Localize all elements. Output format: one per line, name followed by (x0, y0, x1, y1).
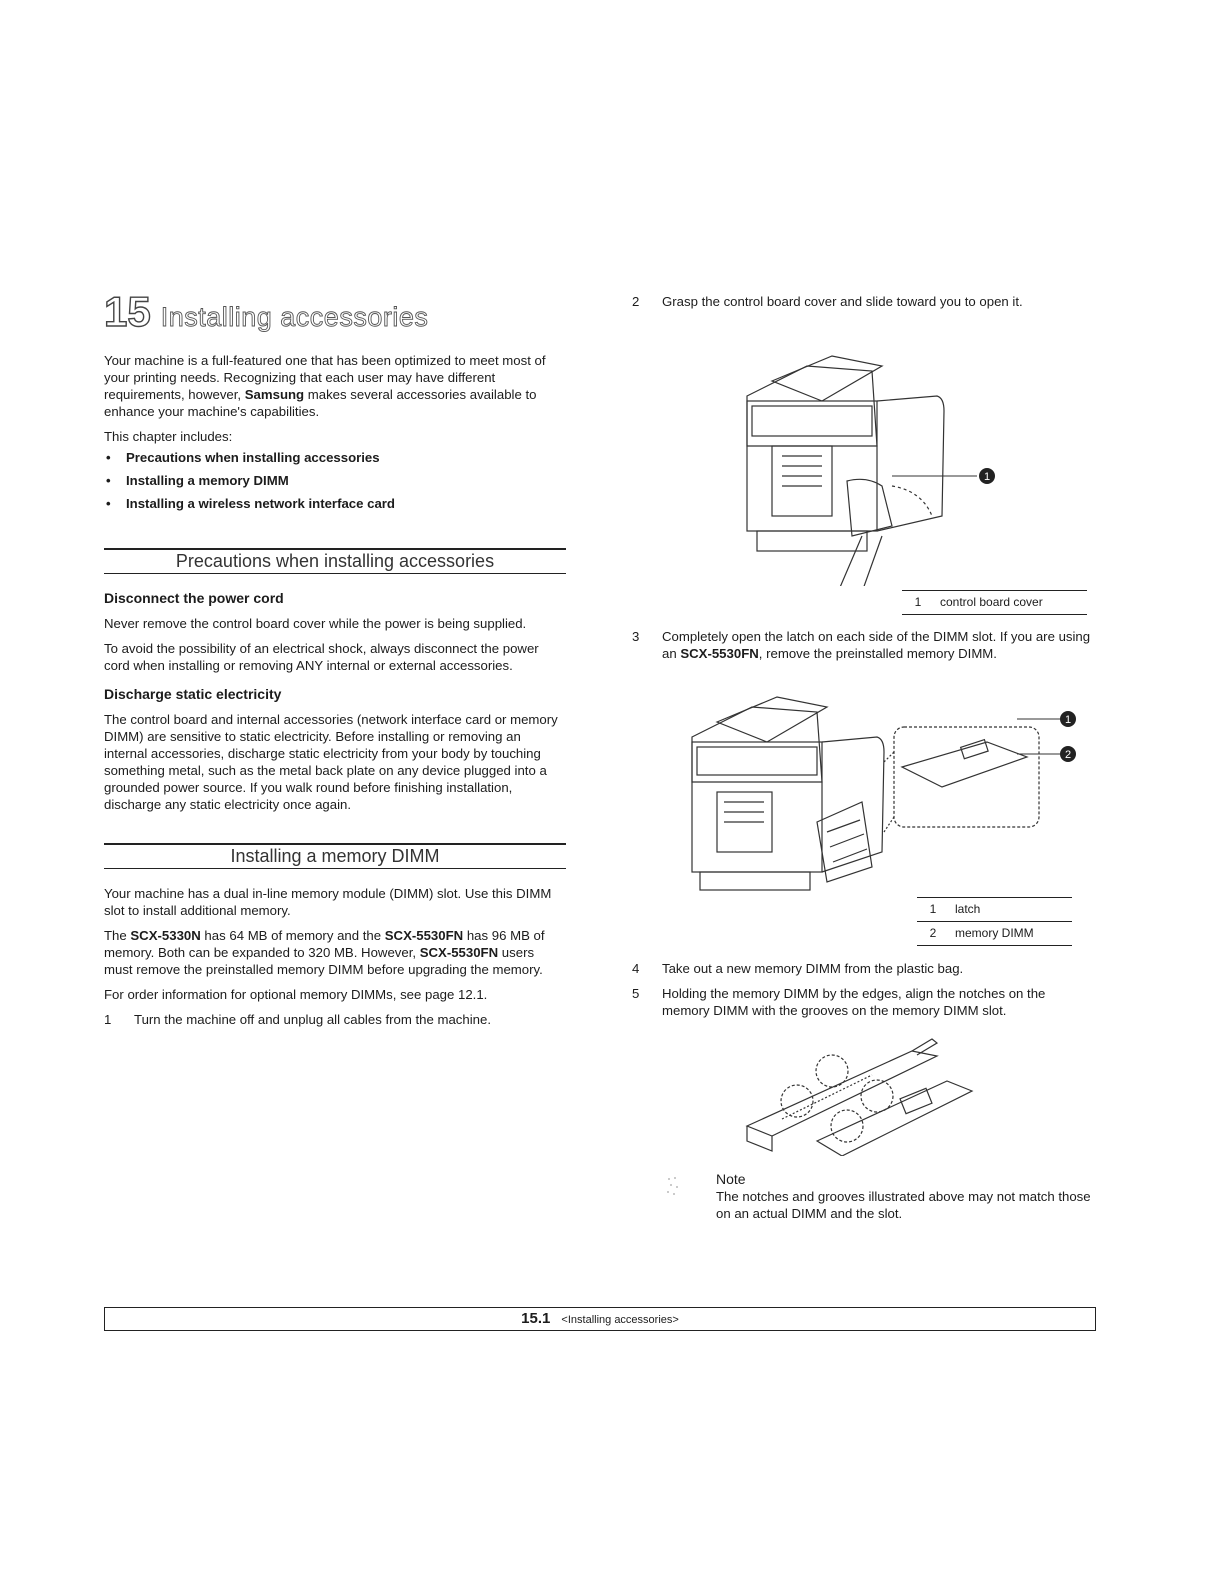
figure-legend (917, 897, 1072, 946)
callout-number: 1 (1064, 714, 1072, 726)
note-content (716, 1171, 1094, 1222)
step-text: Holding the memory DIMM by the edges, align the notches on the memory DIMM with the grooves on the memory DIMM slot. (662, 986, 1046, 1018)
intro-paragraph: Your machine is a full-featured one that has been optimized to meet most of your printing needs. Recognizing that each user may have different requirements, however, Samsung makes several accessories available to enhance your machine's capabilities. (104, 353, 546, 419)
step-number: 2 (632, 294, 640, 309)
subheading-static: Discharge static electricity (104, 686, 282, 702)
paragraph: Never remove the control board cover while the power is being supplied. (104, 616, 527, 631)
toc-item[interactable]: • Installing a wireless network interface card (104, 495, 566, 512)
legend-num: 1 (902, 591, 934, 615)
legend-row (917, 898, 1072, 922)
paragraph: The control board and internal accessories (network interface card or memory DIMM) are sensitive to static electricity. Before installing or removing an internal accessories, discharge static electricity from your body by touching something metal, such as the metal back plate on any device plugged into a grounded power source. If you walk round before finishing installation, discharge any static electricity once again. (104, 712, 558, 812)
legend-label: memory DIMM (949, 922, 1072, 946)
right-column (632, 293, 1094, 1222)
step-4 (632, 960, 1094, 977)
chapter-title: Installing accessories (160, 302, 429, 332)
chapter-heading (104, 290, 566, 334)
callout-number: 2 (1064, 749, 1072, 761)
printer-illustration (632, 326, 1094, 586)
step-number: 3 (632, 629, 640, 644)
legend-row (902, 591, 1087, 615)
figure-dimm-alignment (632, 1027, 1094, 1157)
subheading-power-cord: Disconnect the power cord (104, 590, 284, 606)
section-heading-dimm: Installing a memory DIMM (104, 843, 566, 869)
figure-dimm-slot (632, 670, 1094, 940)
note-box (632, 1171, 1094, 1222)
step-5 (632, 985, 1094, 1019)
step-text: Completely open the latch on each side of the DIMM slot. If you are using an SCX-5530FN, remove the preinstalled memory DIMM. (662, 629, 1091, 661)
chapter-includes: This chapter includes: (104, 429, 233, 444)
note-label: Note (716, 1171, 746, 1187)
paragraph: For order information for optional memory DIMMs, see page 12.1. (104, 987, 488, 1002)
legend-label: latch (949, 898, 1072, 922)
step-text: Take out a new memory DIMM from the plastic bag. (662, 961, 964, 976)
legend-num: 2 (917, 922, 949, 946)
left-column (104, 290, 566, 1036)
legend-label: control board cover (934, 591, 1087, 615)
step-number: 1 (104, 1012, 112, 1027)
step-3 (632, 628, 1094, 662)
step-text: Grasp the control board cover and slide toward you to open it. (662, 294, 1023, 309)
section-heading-precautions: Precautions when installing accessories (104, 548, 566, 574)
printer-dimm-illustration (632, 682, 1094, 902)
step-text: Turn the machine off and unplug all cables from the machine. (134, 1012, 492, 1027)
paragraph: The SCX-5330N has 64 MB of memory and the SCX-5530FN has 96 MB of memory. Both can be expanded to 320 MB. However, SCX-5530FN users must remove the preinstalled memory DIMM before upgrading the memory. (104, 928, 545, 977)
callout-number: 1 (983, 471, 991, 483)
note-icon (632, 1171, 716, 1222)
page-footer (104, 1307, 1096, 1331)
chapter-number: 15 (104, 288, 151, 335)
dimm-alignment-illustration (632, 1031, 1094, 1156)
paragraph: Your machine has a dual in-line memory module (DIMM) slot. Use this DIMM slot to install additional memory. (104, 886, 552, 918)
legend-num: 1 (917, 898, 949, 922)
toc-item[interactable]: • Installing a memory DIMM (104, 472, 566, 489)
step-1 (104, 1011, 566, 1028)
footer-section: <Installing accessories> (561, 1314, 679, 1326)
figure-legend (902, 590, 1087, 615)
chapter-toc (104, 449, 566, 512)
note-text: The notches and grooves illustrated above may not match those on an actual DIMM and the slot. (716, 1189, 1091, 1221)
step-number: 4 (632, 961, 640, 976)
step-2 (632, 293, 1094, 310)
toc-item[interactable]: • Precautions when installing accessories (104, 449, 566, 466)
figure-control-board-cover (632, 318, 1094, 608)
paragraph: To avoid the possibility of an electrical shock, always disconnect the power cord when installing or removing ANY internal or external accessories. (104, 641, 539, 673)
legend-row (917, 922, 1072, 946)
page-number: 15.1 (521, 1310, 551, 1327)
step-number: 5 (632, 986, 640, 1001)
